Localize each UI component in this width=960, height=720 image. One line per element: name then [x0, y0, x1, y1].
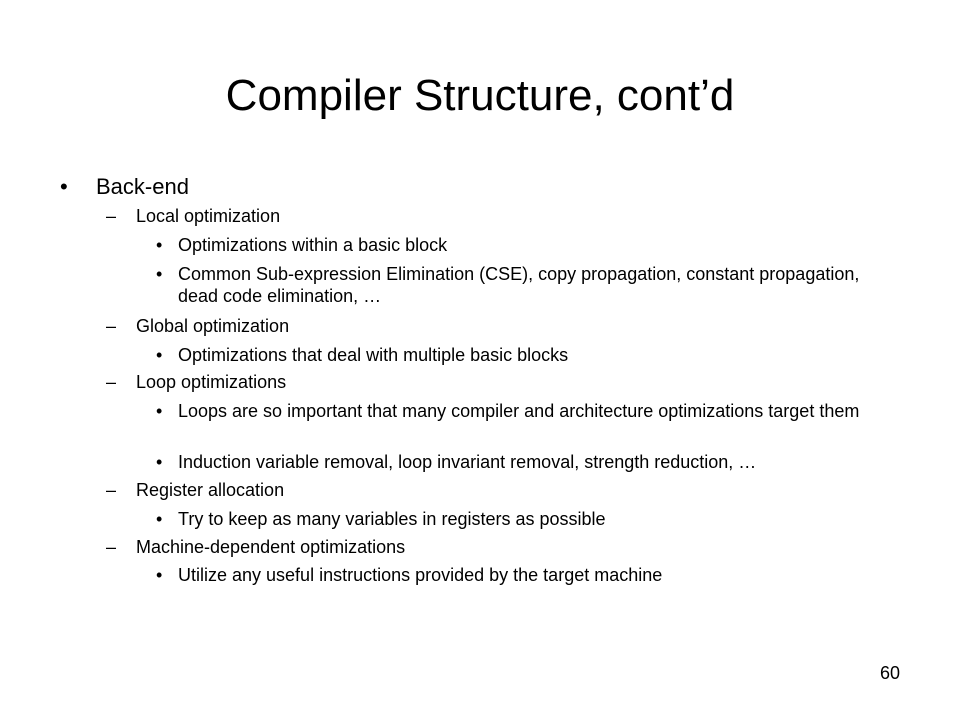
- bullet-icon: •: [156, 345, 163, 365]
- bullet-point: Optimizations within a basic block: [178, 235, 448, 255]
- subsection-heading: Global optimization: [136, 316, 290, 336]
- bullet-icon: •: [156, 565, 163, 585]
- subsection-heading: Local optimization: [136, 206, 281, 226]
- dash-icon: –: [106, 206, 117, 226]
- bullet-point: Try to keep as many variables in registers as possible: [178, 509, 606, 529]
- slide-title: Compiler Structure, cont’d: [225, 71, 735, 120]
- bullet-icon: •: [156, 509, 163, 529]
- bullet-icon: •: [156, 452, 163, 472]
- subsection-heading: Loop optimizations: [136, 372, 287, 392]
- bullet-point: Common Sub-expression Elimination (CSE), copy propagation, constant propagation, dead code elimination, …: [178, 264, 860, 306]
- section-heading: Back-end: [96, 174, 189, 199]
- dash-icon: –: [106, 537, 117, 557]
- bullet-icon: •: [156, 235, 163, 255]
- dash-icon: –: [106, 480, 117, 500]
- dash-icon: –: [106, 372, 117, 392]
- subsection-heading: Register allocation: [136, 480, 285, 500]
- bullet-point: Utilize any useful instructions provided by the target machine: [178, 565, 663, 585]
- subsection-heading: Machine-dependent optimizations: [136, 537, 406, 557]
- dash-icon: –: [106, 316, 117, 336]
- bullet-point: Induction variable removal, loop invariant removal, strength reduction, …: [178, 452, 757, 472]
- bullet-icon: •: [156, 401, 163, 421]
- page-number: 60: [879, 663, 900, 683]
- bullet-point: Optimizations that deal with multiple basic blocks: [178, 345, 569, 365]
- bullet-icon: •: [60, 174, 68, 199]
- bullet-point: Loops are so important that many compiler and architecture optimizations target them: [178, 401, 860, 421]
- bullet-icon: •: [156, 264, 163, 284]
